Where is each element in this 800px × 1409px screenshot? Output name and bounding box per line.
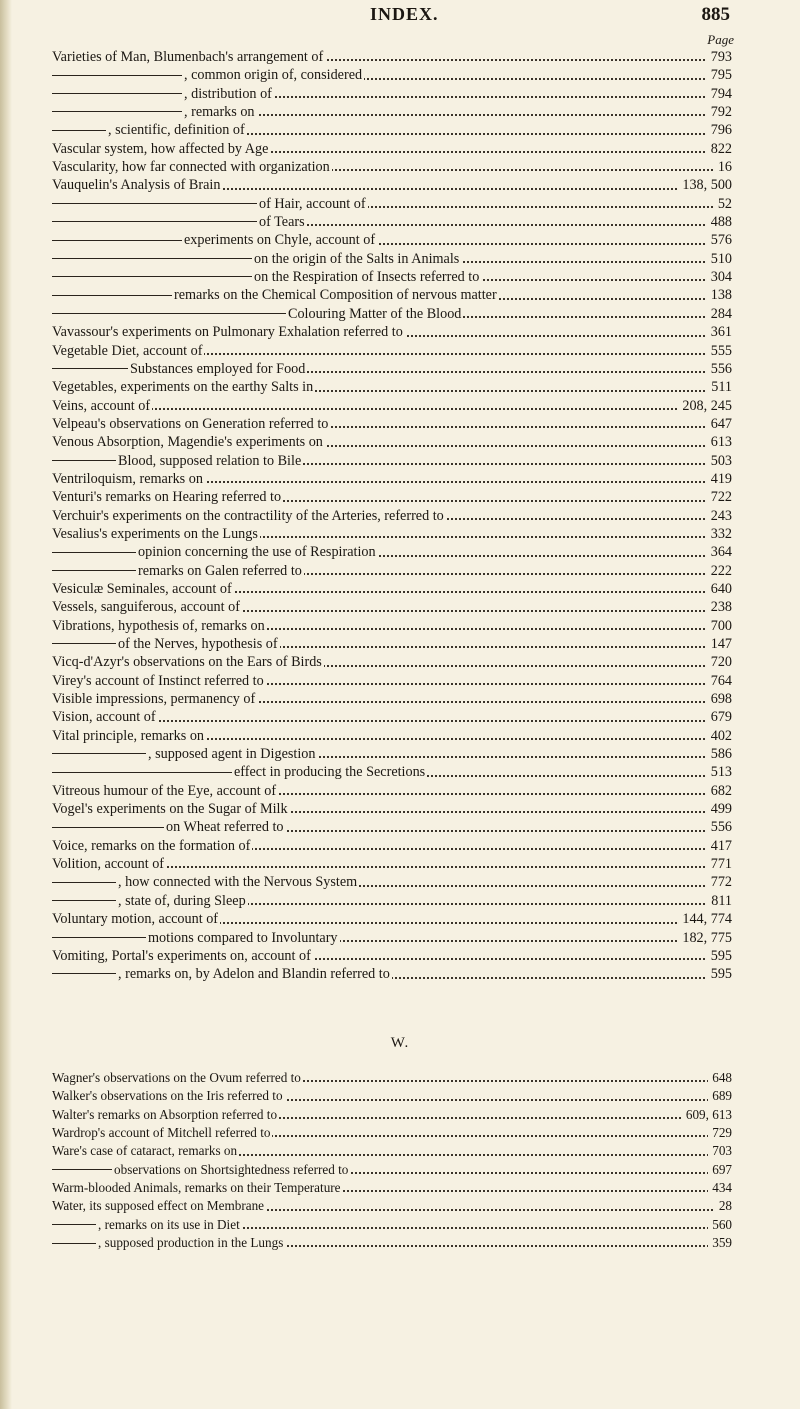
index-entry xyxy=(52,1179,732,1197)
entry-text xyxy=(52,819,286,835)
entry-text xyxy=(52,544,378,560)
entry-text xyxy=(52,489,283,505)
entry-label: Vicq-d'Azyr's observations on the Ears of Birds xyxy=(52,654,322,671)
entry-text xyxy=(52,636,280,652)
entry-page: 238 xyxy=(707,598,732,616)
entry-page: 499 xyxy=(707,800,732,818)
entry-text xyxy=(52,563,304,579)
entry-label: Virey's account of Instinct referred to xyxy=(52,672,264,689)
index-entry xyxy=(52,48,732,66)
ditto-dash xyxy=(52,827,164,828)
ditto-dash xyxy=(52,937,146,938)
entry-page: 729 xyxy=(708,1124,732,1142)
entry-text xyxy=(52,783,278,799)
entry-label: Walter's remarks on Absorption referred to xyxy=(52,1106,278,1122)
entry-page: 138, 500 xyxy=(678,176,732,194)
entry-page: 144, 774 xyxy=(678,910,732,928)
index-entry xyxy=(52,580,732,598)
entry-label: on the Respiration of Insects referred to xyxy=(254,269,480,286)
entry-text xyxy=(52,746,317,762)
entry-text xyxy=(52,874,359,890)
ditto-dash xyxy=(52,552,136,553)
entry-text xyxy=(52,416,330,432)
running-header xyxy=(50,4,730,30)
index-entry xyxy=(52,782,732,800)
entry-label: Walker's observations on the Iris referred to xyxy=(52,1088,283,1104)
index-entry xyxy=(52,470,732,488)
entry-text xyxy=(52,1198,266,1213)
entry-label: Vessels, sanguiferous, account of xyxy=(52,599,240,616)
entry-label: observations on Shortsightedness referred to xyxy=(114,1161,349,1177)
entry-text xyxy=(52,966,392,982)
entry-page: 555 xyxy=(707,342,732,360)
entry-text xyxy=(52,141,270,157)
index-entry xyxy=(52,910,732,928)
index-entry xyxy=(52,855,732,873)
index-entry xyxy=(52,176,732,194)
ditto-dash xyxy=(52,973,116,974)
index-entry xyxy=(52,929,732,947)
entry-text xyxy=(52,691,257,707)
entry-text xyxy=(52,599,242,615)
entry-text xyxy=(52,856,166,872)
index-entry xyxy=(52,342,732,360)
entry-text xyxy=(52,122,247,138)
entry-label: Vesiculæ Seminales, account of xyxy=(52,580,232,597)
entry-text xyxy=(52,287,499,303)
entry-text xyxy=(52,893,248,909)
ditto-dash xyxy=(52,221,257,222)
entry-page: 359 xyxy=(708,1234,732,1252)
entry-page: 640 xyxy=(707,580,732,598)
entry-label: Verchuir's experiments on the contractility of the Arteries, referred to xyxy=(52,507,444,524)
index-entry xyxy=(52,1142,732,1160)
entry-page: 679 xyxy=(707,708,732,726)
entry-label: on Wheat referred to xyxy=(166,819,284,836)
entry-label: Vision, account of xyxy=(52,709,156,726)
entry-label: , distribution of xyxy=(184,85,272,102)
index-entry xyxy=(52,1216,732,1234)
entry-page: 417 xyxy=(707,837,732,855)
entry-page: 576 xyxy=(707,231,732,249)
entry-page: 689 xyxy=(708,1087,732,1105)
index-entry xyxy=(52,121,732,139)
entry-text xyxy=(52,801,290,817)
entry-text xyxy=(52,1162,350,1177)
index-entry xyxy=(52,562,732,580)
entry-text xyxy=(52,86,274,102)
index-entry xyxy=(52,305,732,323)
index-entry xyxy=(52,598,732,616)
entry-page: 513 xyxy=(707,763,732,781)
section-letter: W. xyxy=(390,1035,410,1051)
index-entry xyxy=(52,708,732,726)
index-entry xyxy=(52,378,732,396)
entry-label: Visible impressions, permanency of xyxy=(52,691,256,708)
entry-text xyxy=(52,67,364,83)
entry-page: 792 xyxy=(707,103,732,121)
entry-label: Wardrop's account of Mitchell referred to xyxy=(52,1125,271,1141)
page-binding-edge xyxy=(0,0,12,1409)
ditto-dash xyxy=(52,111,182,112)
entry-text xyxy=(52,49,325,65)
entry-text xyxy=(52,1180,343,1195)
entry-page: 332 xyxy=(707,525,732,543)
entry-page: 595 xyxy=(707,965,732,983)
entry-page: 794 xyxy=(707,85,732,103)
index-entry xyxy=(52,488,732,506)
entry-label: Velpeau's observations on Generation referred to xyxy=(52,415,329,432)
entry-page: 556 xyxy=(707,818,732,836)
entry-page: 796 xyxy=(707,121,732,139)
ditto-dash xyxy=(52,130,106,131)
index-entry xyxy=(52,140,732,158)
entry-label: Vegetable Diet, account of xyxy=(52,342,203,359)
index-entry xyxy=(52,323,732,341)
entry-page: 419 xyxy=(707,470,732,488)
entry-page: 182, 775 xyxy=(678,929,732,947)
entry-text xyxy=(52,1125,272,1140)
entry-label: Blood, supposed relation to Bile xyxy=(118,452,302,469)
index-entry xyxy=(52,1161,732,1179)
ditto-dash xyxy=(52,900,116,901)
entry-page: 822 xyxy=(707,140,732,158)
ditto-dash xyxy=(52,772,232,773)
entry-page: 595 xyxy=(707,947,732,965)
entry-label: Vascularity, how far connected with organization xyxy=(52,159,330,176)
entry-page: 771 xyxy=(707,855,732,873)
index-entry xyxy=(52,873,732,891)
entry-label: , supposed agent in Digestion xyxy=(148,746,316,763)
entry-label: , state of, during Sleep xyxy=(118,892,246,909)
index-entry xyxy=(52,286,732,304)
entry-page: 304 xyxy=(707,268,732,286)
entry-label: Warm-blooded Animals, remarks on their Temperature xyxy=(52,1180,341,1196)
entry-label: Vavassour's experiments on Pulmonary Exhalation referred to xyxy=(52,324,403,341)
entry-text xyxy=(52,104,257,120)
entry-label: Vogel's experiments on the Sugar of Milk xyxy=(52,801,288,818)
entry-label: Vauquelin's Analysis of Brain xyxy=(52,177,221,194)
index-entry xyxy=(52,1197,732,1215)
ditto-dash xyxy=(52,295,172,296)
entry-label: effect in producing the Secretions xyxy=(234,764,426,781)
index-entry xyxy=(52,1087,732,1105)
page-title: INDEX. xyxy=(370,4,439,24)
entry-page: 764 xyxy=(707,672,732,690)
ditto-dash xyxy=(52,1224,96,1225)
entry-page: 138 xyxy=(707,286,732,304)
index-entry xyxy=(52,158,732,176)
entry-text xyxy=(52,508,446,524)
entry-text xyxy=(52,306,463,322)
entry-text xyxy=(52,159,332,175)
index-entry xyxy=(52,1234,732,1252)
entry-label: Veins, account of xyxy=(52,397,151,414)
index-entries-v xyxy=(52,48,732,984)
entry-page: 703 xyxy=(708,1142,732,1160)
entry-label: Substances employed for Food xyxy=(130,360,306,377)
entry-text xyxy=(52,398,152,414)
ditto-dash xyxy=(52,203,257,204)
entry-page: 208, 245 xyxy=(678,397,732,415)
entry-label: , remarks on, by Adelon and Blandin referred to xyxy=(118,966,390,983)
entry-text xyxy=(52,434,325,450)
entry-label: on the origin of the Salts in Animals xyxy=(254,250,460,267)
entry-page: 16 xyxy=(714,158,732,176)
entry-text xyxy=(52,948,313,964)
entry-text xyxy=(52,673,266,689)
entry-page: 361 xyxy=(707,323,732,341)
entry-page: 698 xyxy=(707,690,732,708)
entry-text xyxy=(52,379,315,395)
index-entry xyxy=(52,672,732,690)
entry-page: 560 xyxy=(708,1216,732,1234)
entry-page: 503 xyxy=(707,452,732,470)
index-entry xyxy=(52,250,732,268)
entry-page: 648 xyxy=(708,1069,732,1087)
page-number: 885 xyxy=(701,4,730,25)
ditto-dash xyxy=(52,240,182,241)
ditto-dash xyxy=(52,258,252,259)
index-entry xyxy=(52,543,732,561)
entry-label: Wagner's observations on the Ovum referred to xyxy=(52,1070,301,1085)
entry-label: Voluntary motion, account of xyxy=(52,911,219,928)
entry-label: Ware's case of cataract, remarks on xyxy=(52,1143,238,1159)
entry-label: , supposed production in the Lungs xyxy=(98,1235,284,1251)
entry-text xyxy=(52,728,206,744)
entry-label: of the Nerves, hypothesis of xyxy=(118,636,278,652)
leader-dots xyxy=(52,408,732,410)
entry-page: 556 xyxy=(707,360,732,378)
entry-text xyxy=(52,654,324,670)
ditto-dash xyxy=(52,643,116,644)
ditto-dash xyxy=(52,460,116,461)
entry-text xyxy=(52,709,158,725)
entry-text xyxy=(52,1088,285,1103)
entry-page: 720 xyxy=(707,653,732,671)
index-entry xyxy=(52,507,732,525)
index-entry xyxy=(52,213,732,231)
entry-page: 510 xyxy=(707,250,732,268)
entry-text xyxy=(52,214,307,230)
entry-page: 402 xyxy=(707,727,732,745)
index-entry xyxy=(52,653,732,671)
entry-text xyxy=(52,251,461,267)
entry-page: 793 xyxy=(707,48,732,66)
index-entry xyxy=(52,965,732,983)
entry-label: of Tears xyxy=(259,214,305,231)
index-entry xyxy=(52,818,732,836)
entry-text xyxy=(52,1217,242,1232)
entry-text xyxy=(52,526,260,542)
entry-label: Vibrations, hypothesis of, remarks on xyxy=(52,617,265,634)
entry-label: experiments on Chyle, account of xyxy=(184,232,376,249)
entry-page: 772 xyxy=(707,873,732,891)
ditto-dash xyxy=(52,570,136,571)
index-entry xyxy=(52,103,732,121)
entry-page: 722 xyxy=(707,488,732,506)
entry-page: 488 xyxy=(707,213,732,231)
entry-label: , how connected with the Nervous System xyxy=(118,874,358,891)
entry-page: 52 xyxy=(714,195,732,213)
index-entry xyxy=(52,397,732,415)
index-entry xyxy=(52,360,732,378)
entry-label: Venturi's remarks on Hearing referred to xyxy=(52,489,282,506)
entry-page: 613 xyxy=(707,433,732,451)
entry-text xyxy=(52,1235,285,1250)
entry-page: 682 xyxy=(707,782,732,800)
entry-text xyxy=(52,453,303,469)
index-entry xyxy=(52,433,732,451)
index-entry xyxy=(52,763,732,781)
index-entry xyxy=(52,195,732,213)
entry-page: 697 xyxy=(708,1161,732,1179)
entry-page: 811 xyxy=(707,892,732,910)
entry-page: 700 xyxy=(707,617,732,635)
entry-page: 28 xyxy=(715,1197,732,1215)
entry-page: 284 xyxy=(707,305,732,323)
entry-label: Vegetables, experiments on the earthy Salts in xyxy=(52,379,314,396)
entry-text xyxy=(52,1070,303,1085)
entry-text xyxy=(52,324,405,340)
entry-text xyxy=(52,764,427,780)
index-entry xyxy=(52,690,732,708)
ditto-dash xyxy=(52,1243,96,1244)
entry-label: opinion concerning the use of Respiration xyxy=(138,544,376,561)
ditto-dash xyxy=(52,276,252,277)
entry-label: , common origin of, considered xyxy=(184,67,363,84)
entry-label: , remarks on its use in Diet xyxy=(98,1216,240,1232)
entry-label: Volition, account of xyxy=(52,856,165,873)
entry-page: 222 xyxy=(707,562,732,580)
entry-label: Vascular system, how affected by Age xyxy=(52,140,269,157)
entry-page: 243 xyxy=(707,507,732,525)
entry-label: Vital principle, remarks on xyxy=(52,727,205,744)
entry-page: 511 xyxy=(707,378,732,396)
ditto-dash xyxy=(52,93,182,94)
index-entry xyxy=(52,1106,732,1124)
entry-text xyxy=(52,618,267,634)
entry-label: , remarks on xyxy=(184,104,255,121)
entry-page: 147 xyxy=(707,635,732,653)
index-entry xyxy=(52,892,732,910)
entry-text xyxy=(52,1143,239,1158)
entry-text xyxy=(52,232,377,248)
entry-label: Ventriloquism, remarks on xyxy=(52,470,203,487)
index-entry xyxy=(52,745,732,763)
entry-label: remarks on the Chemical Composition of nervous matter xyxy=(174,287,497,304)
entry-page: 609, 613 xyxy=(682,1106,732,1124)
entry-label: Vitreous humour of the Eye, account of xyxy=(52,782,277,799)
ditto-dash xyxy=(52,368,128,369)
entry-label: , scientific, definition of xyxy=(108,122,245,139)
entry-label: Voice, remarks on the formation of xyxy=(52,837,251,854)
index-entry xyxy=(52,635,732,653)
entry-page: 586 xyxy=(707,745,732,763)
ditto-dash xyxy=(52,75,182,76)
ditto-dash xyxy=(52,882,116,883)
entry-text xyxy=(52,269,481,285)
entry-text xyxy=(52,343,204,359)
index-entry xyxy=(52,727,732,745)
entry-text xyxy=(52,930,340,946)
ditto-dash xyxy=(52,753,146,754)
ditto-dash xyxy=(52,1169,112,1170)
entry-label: remarks on Galen referred to xyxy=(138,562,302,579)
entry-page: 647 xyxy=(707,415,732,433)
index-entry xyxy=(52,617,732,635)
index-entry xyxy=(52,947,732,965)
entry-label: motions compared to Involuntary xyxy=(148,929,338,946)
entry-label: Colouring Matter of the Blood xyxy=(288,305,462,322)
entry-label: Vesalius's experiments on the Lungs xyxy=(52,525,258,542)
index-entry xyxy=(52,85,732,103)
entry-label: Venous Absorption, Magendie's experiments on xyxy=(52,434,323,451)
entry-text xyxy=(52,581,234,597)
index-entry xyxy=(52,800,732,818)
entry-text xyxy=(52,911,220,927)
entry-text xyxy=(52,838,252,854)
entry-label: Varieties of Man, Blumenbach's arrangement of xyxy=(52,49,324,65)
entry-text xyxy=(52,361,307,377)
entry-text xyxy=(52,177,222,193)
index-entry xyxy=(52,837,732,855)
entry-page: 795 xyxy=(707,66,732,84)
entry-label: Water, its supposed effect on Membrane xyxy=(52,1198,265,1214)
entry-text xyxy=(52,1107,279,1122)
entry-label: of Hair, account of xyxy=(259,195,366,212)
index-entry xyxy=(52,1069,732,1087)
entry-text xyxy=(52,471,205,487)
page-column-label: Page xyxy=(707,32,734,47)
index-entry xyxy=(52,268,732,286)
entry-page: 364 xyxy=(707,543,732,561)
entry-text xyxy=(52,196,368,212)
index-entry xyxy=(52,66,732,84)
index-entry xyxy=(52,452,732,470)
entry-label: Vomiting, Portal's experiments on, account of xyxy=(52,947,311,964)
index-entry xyxy=(52,415,732,433)
index-entry xyxy=(52,1124,732,1142)
index-entry xyxy=(52,231,732,249)
ditto-dash xyxy=(52,313,286,314)
entry-page: 434 xyxy=(708,1179,732,1197)
index-entries-w xyxy=(52,1069,732,1252)
index-entry xyxy=(52,525,732,543)
